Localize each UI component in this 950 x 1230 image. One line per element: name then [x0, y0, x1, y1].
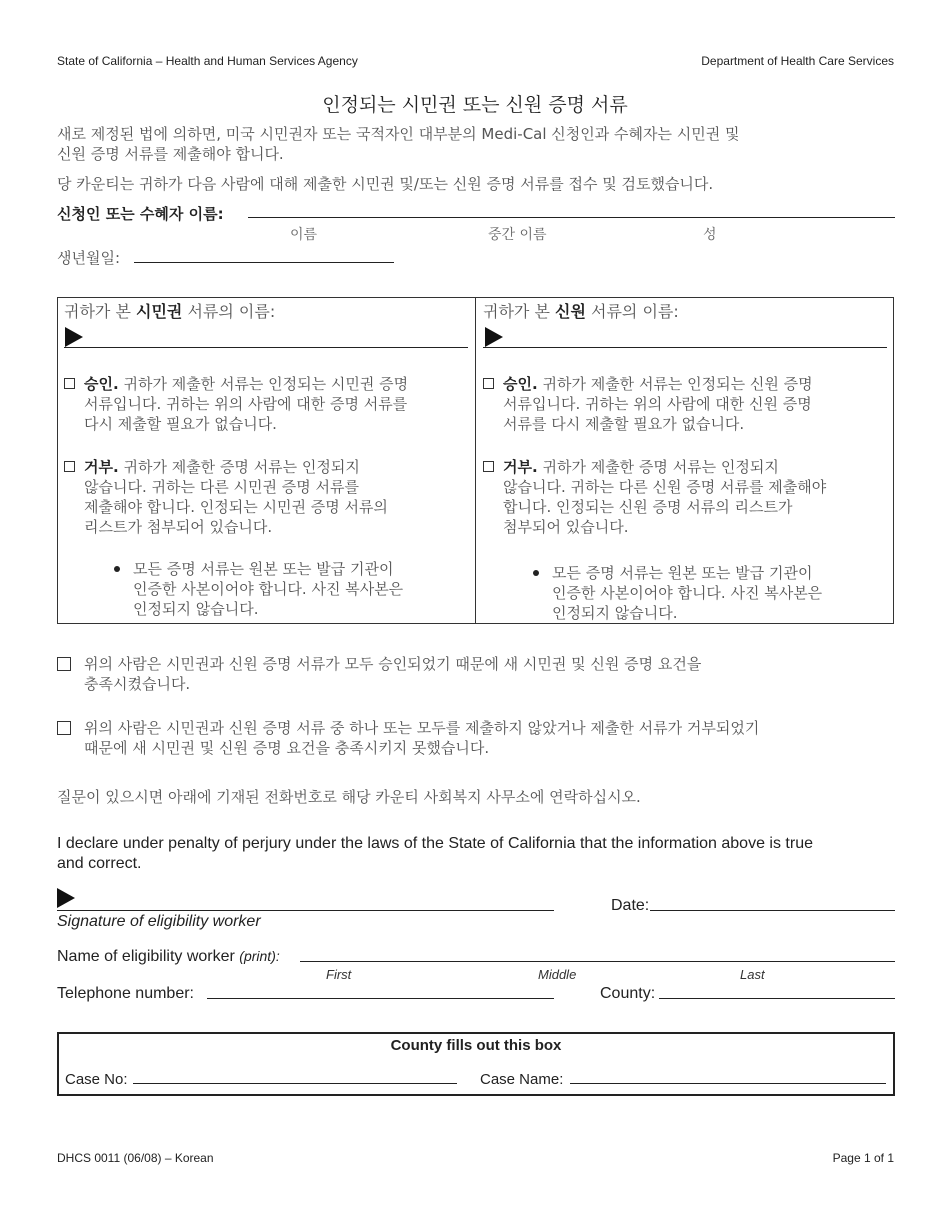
worker-name-field[interactable]: [300, 961, 895, 962]
county-label: County:: [600, 985, 656, 1002]
bullet-icon: [114, 566, 120, 572]
signature-field[interactable]: [57, 910, 554, 911]
dob-field[interactable]: [134, 262, 394, 263]
agency-name: State of California – Health and Human Services Agency: [57, 54, 358, 68]
identity-doc-field[interactable]: [483, 347, 887, 348]
middle-caption: Middle: [538, 967, 577, 982]
applicant-name-field[interactable]: [248, 217, 895, 218]
telephone-label: Telephone number:: [57, 985, 194, 1002]
identity-approve-text: 승인. 귀하가 제출한 서류는 인정되는 신원 증명 서류입니다. 귀하는 위의 사람에 대한 신원 증명 서류를 다시 제출할 필요가 없습니다.: [503, 375, 813, 433]
citizenship-note: 모든 증명 서류는 원본 또는 발급 기관이 인증한 사본이어야 합니다. 사진 복사본은 인정되지 않습니다.: [133, 560, 404, 618]
applicant-name-label: 신청인 또는 수혜자 이름:: [57, 205, 224, 223]
case-name-label: Case Name:: [480, 1071, 564, 1088]
case-no-label: Case No:: [65, 1071, 128, 1088]
intro-line-2: 신원 증명 서류를 제출해야 합니다.: [57, 145, 284, 163]
middle-name-caption: 중간 이름: [488, 227, 547, 243]
county-field[interactable]: [659, 998, 895, 999]
declaration-line-2: and correct.: [57, 855, 142, 872]
telephone-field[interactable]: [207, 998, 554, 999]
requirements-met-checkbox[interactable]: [57, 657, 71, 671]
citizenship-deny-text: 거부. 귀하가 제출한 증명 서류는 인정되지 않습니다. 귀하는 다른 시민권 증명 서류를 제출해야 합니다. 인정되는 시민권 증명 서류의 리스트가 첨부되어 있습니다.: [84, 458, 388, 536]
citizenship-doc-heading: 귀하가 본 시민권 서류의 이름:: [64, 302, 276, 321]
identity-doc-heading: 귀하가 본 신원 서류의 이름:: [483, 302, 679, 321]
intro-line-3: 당 카운티는 귀하가 다음 사람에 대해 제출한 시민권 및/또는 신원 증명 서류를 접수 및 검토했습니다.: [57, 175, 714, 193]
first-name-caption: 이름: [290, 227, 318, 243]
dob-label: 생년월일:: [57, 249, 121, 267]
declaration-line-1: I declare under penalty of perjury under the laws of the State of California that the information above is true: [57, 835, 813, 852]
citizenship-approve-text: 승인. 귀하가 제출한 서류는 인정되는 시민권 증명 서류입니다. 귀하는 위의 사람에 대한 증명 서류를 다시 제출할 필요가 없습니다.: [84, 375, 409, 433]
requirements-not-met-text: 위의 사람은 시민권과 신원 증명 서류 중 하나 또는 모두를 제출하지 않았거나 제출한 서류가 거부되었기 때문에 새 시민권 및 신원 증명 요건을 충족시키지 못했습니다.: [84, 719, 760, 757]
page-title: 인정되는 시민권 또는 신원 증명 서류: [322, 94, 628, 116]
case-name-field[interactable]: [570, 1083, 886, 1084]
citizenship-approve-checkbox[interactable]: [64, 378, 75, 389]
arrow-icon: [65, 327, 83, 347]
last-caption: Last: [740, 967, 765, 982]
requirements-not-met-checkbox[interactable]: [57, 721, 71, 735]
box-divider: [475, 297, 476, 624]
arrow-icon: [57, 888, 75, 908]
date-label: Date:: [611, 897, 650, 914]
page-number: Page 1 of 1: [832, 1151, 894, 1165]
arrow-icon: [485, 327, 503, 347]
citizenship-doc-field[interactable]: [64, 347, 468, 348]
bullet-icon: [533, 570, 539, 576]
contact-instructions: 질문이 있으시면 아래에 기재된 전화번호로 해당 카운티 사회복지 사무소에 연락하십시오.: [57, 788, 641, 806]
first-caption: First: [326, 967, 352, 982]
worker-name-label: Name of eligibility worker (print):: [57, 948, 280, 965]
last-name-caption: 성: [703, 227, 717, 243]
identity-deny-text: 거부. 귀하가 제출한 증명 서류는 인정되지 않습니다. 귀하는 다른 신원 증명 서류를 제출해야 합니다. 인정되는 신원 증명 서류의 리스트가 첨부되어 있습니다.: [503, 458, 827, 536]
requirements-met-text: 위의 사람은 시민권과 신원 증명 서류가 모두 승인되었기 때문에 새 시민권 및 신원 증명 요건을 충족시켰습니다.: [84, 655, 702, 693]
signature-label: Signature of eligibility worker: [57, 913, 261, 930]
county-box-title: County fills out this box: [390, 1037, 562, 1054]
identity-deny-checkbox[interactable]: [483, 461, 494, 472]
identity-approve-checkbox[interactable]: [483, 378, 494, 389]
department-name: Department of Health Care Services: [701, 54, 894, 68]
date-field[interactable]: [650, 910, 895, 911]
intro-line-1: 새로 제정된 법에 의하면, 미국 시민권자 또는 국적자인 대부분의 Medi-Cal 신청인과 수혜자는 시민권 및: [57, 125, 740, 143]
citizenship-deny-checkbox[interactable]: [64, 461, 75, 472]
identity-note: 모든 증명 서류는 원본 또는 발급 기관이 인증한 사본이어야 합니다. 사진 복사본은 인정되지 않습니다.: [552, 564, 823, 622]
case-no-field[interactable]: [133, 1083, 457, 1084]
form-id: DHCS 0011 (06/08) – Korean: [57, 1151, 214, 1165]
